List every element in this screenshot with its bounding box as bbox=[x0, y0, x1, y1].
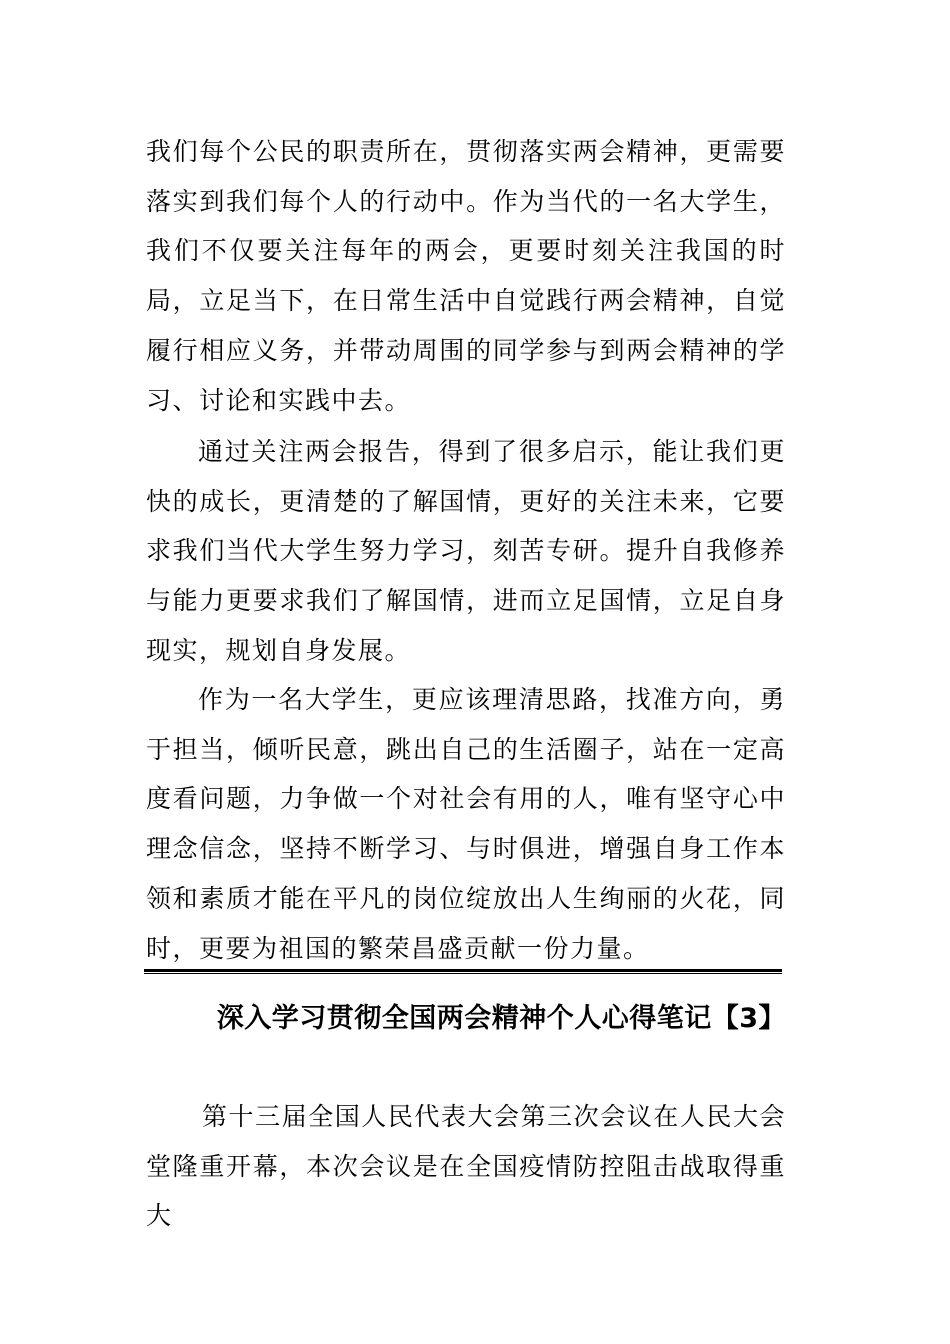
divider-thick-line bbox=[144, 969, 782, 972]
divider-thin-line bbox=[144, 973, 782, 974]
body-paragraph-2: 通过关注两会报告，得到了很多启示，能让我们更快的成长，更清楚的了解国情，更好的关注未来，它要求我们当代大学生努力学习，刻苦专研。提升自我修养与能力更要求我们了解国情，进而立足国情，立足自身现实，规划自身发展。 bbox=[146, 437, 786, 665]
section-divider bbox=[144, 969, 782, 975]
section-heading: 深入学习贯彻全国两会精神个人心得笔记【3】 bbox=[216, 1003, 786, 1034]
body-paragraph-1: 我们每个公民的职责所在，贯彻落实两会精神，更需要落实到我们每个人的行动中。作为当代的一名大学生，我们不仅要关注每年的两会，更要时刻关注我国的时局，立足当下，在日常生活中自觉践行两会精神，自觉履行相应义务，并带动周围的同学参与到两会精神的学习、讨论和实践中去。 bbox=[146, 137, 786, 415]
section-first-paragraph: 第十三届全国人民代表大会第三次会议在人民大会堂隆重开幕，本次会议是在全国疫情防控阻击战取得重大 bbox=[146, 1102, 786, 1231]
body-paragraph-3: 作为一名大学生，更应该理清思路，找准方向，勇于担当，倾听民意，跳出自己的生活圈子，站在一定高度看问题，力争做一个对社会有用的人，唯有坚守心中理念信念，坚持不断学习、与时俱进，增强自身工作本领和素质才能在平凡的岗位绽放出人生绚丽的火花，同时，更要为祖国的繁荣昌盛贡献一份力量。 bbox=[146, 685, 786, 963]
